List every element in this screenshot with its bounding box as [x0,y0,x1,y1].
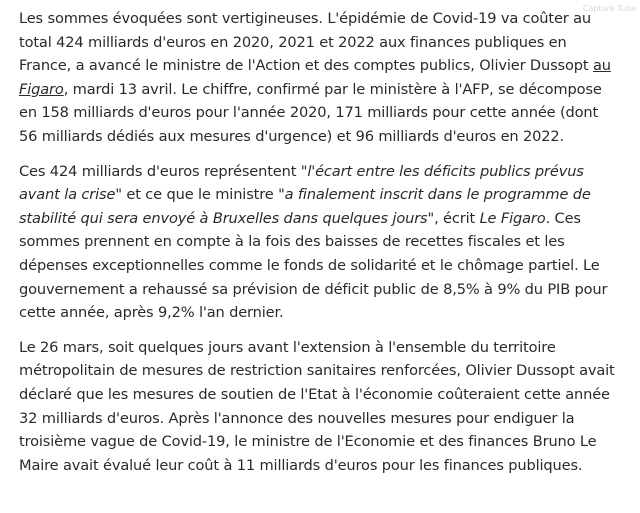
quote: "l'écart entre les déficits publics prévus avant la crise" [19,162,584,204]
publication-name: Le Figaro [479,209,546,227]
text-segment: , écrit [434,209,480,227]
quote: "a finalement inscrit dans le programme de stabilité qui sera envoyé à Bruxelles dans quelques jours" [19,186,591,227]
watermark: Capture Tube [582,4,636,13]
paragraph-3 [19,336,620,478]
text-segment: . Ces sommes prennent en compte à la fois des baisses de recettes fiscales et les dépenses exceptionnelles comme le fonds de solidarité et le chômage partiel. Le gouvernement a rehaussé sa prévision de déficit public de 8,5% à 9% du PIB pour cette année, après 9,2% l'an dernier. [19,209,608,322]
link-text: au [592,57,611,75]
text-segment: Les sommes évoquées sont vertigineuses. L'épidémie de Covid-19 va coûter au total 424 milliards d'euros en 2020, 2021 et 2022 aux finances publiques en France, a avancé le ministre de l'Action et des comptes publics, Olivier Dussopt [19,10,593,75]
link-text-italic: Figaro [19,80,64,98]
text-segment: , mardi 13 avril. Le chiffre, confirmé par le ministère à l'AFP, se décompose en 158 milliards d'euros pour l'année 2020, 171 milliards pour cette année (dont 56 milliards dédiés aux mesures d'urgence) et 96 milliards d'euros en 2022. [19,80,602,145]
text-segment: Le 26 mars, soit quelques jours avant l'extension à l'ensemble du territoire métropolitain de mesures de restriction sanitaires renforcées, Olivier Dussopt avait déclaré que les mesures de soutien de l'Etat à l'économie coûteraient cette année 32 milliards d'euros. Après l'annonce des nouvelles mesures pour endiguer la troisième vague de Covid-19, le ministre de l'Economie et des finances Bruno Le Maire avait évalué leur coût à 11 milliards d'euros pour les finances publiques. [19,338,615,474]
text-segment: et ce que le ministre [121,186,279,204]
text-segment: Ces 424 milliards d'euros représentent [19,162,301,180]
paragraph-1 [19,7,620,149]
paragraph-2 [19,160,620,325]
